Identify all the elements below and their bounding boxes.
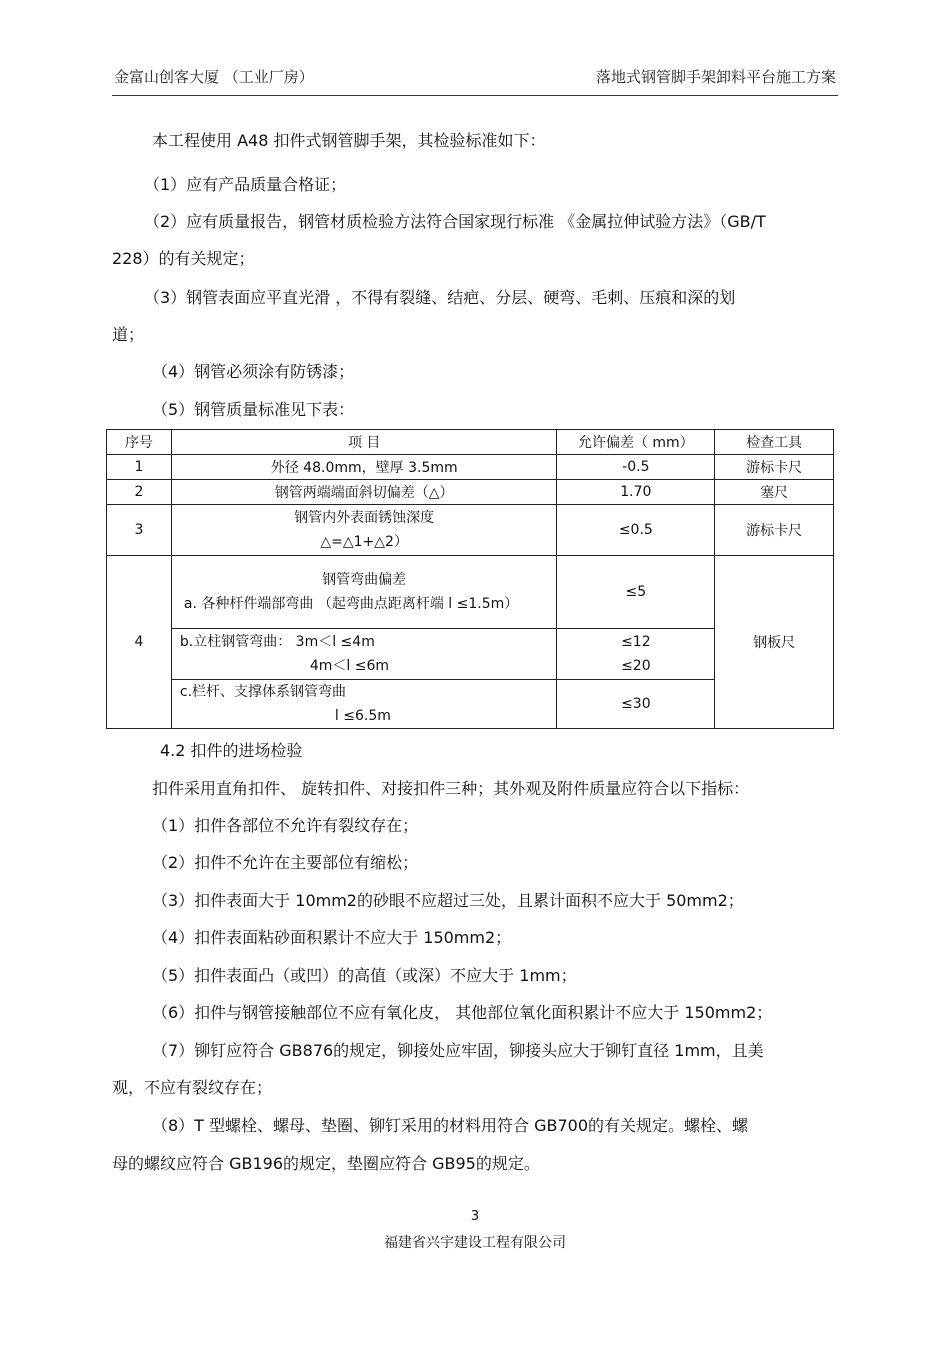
cell-no: 4 <box>107 556 172 729</box>
header-cell-deviation: 允许偏差（ mm） <box>557 430 715 455</box>
section-item-1: （1）扣件各部位不允许有裂纹存在； <box>152 816 419 835</box>
cell-deviation-b1: ≤12 <box>621 634 651 650</box>
table-row <box>107 480 834 505</box>
table-header-row <box>107 430 834 455</box>
cell-item <box>171 629 557 680</box>
intro-item-2-line-2: 228）的有关规定； <box>112 249 255 268</box>
section-item-2: （2）扣件不允许在主要部位有缩松； <box>152 853 419 872</box>
cell-item-title: 钢管弯曲偏差 <box>322 572 407 588</box>
cell-item-line-b1: b.立柱钢管弯曲： 3m＜l ≤4m <box>179 634 375 650</box>
intro-paragraph: 本工程使用 A48 扣件式钢管脚手架，其检验标准如下： <box>152 131 546 150</box>
cell-item <box>171 680 557 729</box>
cell-item-line-c1: c.栏杆、支撑体系钢管弯曲 <box>179 684 347 700</box>
cell-item <box>171 505 557 556</box>
company-name: 福建省兴宇建设工程有限公司 <box>384 1235 566 1251</box>
steel-pipe-quality-table <box>106 429 834 729</box>
intro-item-3-line-2: 道； <box>112 325 145 344</box>
section-item-4: （4）扣件表面粘砂面积累计不应大于 150mm2； <box>152 928 512 947</box>
section-item-6: （6）扣件与钢管接触部位不应有氧化皮， 其他部位氧化面积累计不应大于 150mm2； <box>152 1003 773 1022</box>
header-cell-no: 序号 <box>107 430 172 455</box>
intro-item-4: （4）钢管必须涂有防锈漆； <box>152 362 355 381</box>
cell-deviation: ≤30 <box>557 680 715 729</box>
page-number: 3 <box>470 1209 480 1224</box>
section-item-8-line-2: 母的螺纹应符合 GB196的规定，垫圈应符合 GB95的规定。 <box>112 1154 540 1173</box>
cell-item: 外径 48.0mm，壁厚 3.5mm <box>171 455 557 480</box>
table-row <box>107 556 834 629</box>
cell-item-line-2: △=△1+△2） <box>320 534 408 550</box>
cell-no: 1 <box>107 455 172 480</box>
section-item-5: （5）扣件表面凸（或凹）的高值（或深）不应大于 1mm； <box>152 966 577 985</box>
cell-no: 3 <box>107 505 172 556</box>
cell-item-line-b2: 4m＜l ≤6m <box>309 658 390 674</box>
section-item-7-line-1: （7）铆钉应符合 GB876的规定，铆接处应牢固，铆接头应大于铆钉直径 1mm，且美 <box>152 1041 764 1060</box>
header-left-title: 金富山创客大厦 （工业厂房） <box>114 68 314 86</box>
cell-deviation <box>557 629 715 680</box>
cell-item-line-1: 钢管内外表面锈蚀深度 <box>294 510 435 526</box>
table-row <box>107 505 834 556</box>
cell-item-line-c2: l ≤6.5m <box>334 708 391 724</box>
cell-deviation: ≤0.5 <box>557 505 715 556</box>
section-item-7-line-2: 观，不应有裂纹存在； <box>112 1078 273 1097</box>
intro-item-3-line-1: （3）钢管表面应平直光滑 ，不得有裂缝、结疤、分层、硬弯、毛刺、压痕和深的划 <box>144 288 736 307</box>
header-rule <box>112 95 838 96</box>
section-title: 4.2 扣件的进场检验 <box>160 741 303 760</box>
intro-item-1: （1）应有产品质量合格证； <box>144 175 347 194</box>
section-item-3: （3）扣件表面大于 10mm2的砂眼不应超过三处，且累计面积不应大于 50mm2； <box>152 891 744 910</box>
cell-tool: 塞尺 <box>715 480 834 505</box>
cell-item <box>171 556 557 629</box>
cell-no: 2 <box>107 480 172 505</box>
section-item-8-line-1: （8）T 型螺栓、螺母、垫圈、铆钉采用的材料用符合 GB700的有关规定。螺栓、螺 <box>152 1116 749 1135</box>
cell-deviation: 1.70 <box>557 480 715 505</box>
cell-tool: 游标卡尺 <box>715 505 834 556</box>
intro-item-5: （5）钢管质量标准见下表： <box>152 400 355 419</box>
cell-deviation: ≤5 <box>557 556 715 629</box>
cell-item: 钢管两端端面斜切偏差（△） <box>171 480 557 505</box>
cell-item-line-a: a. 各种杆件端部弯曲 （起弯曲点距离杆端 l ≤1.5m） <box>183 596 519 612</box>
cell-tool: 钢板尺 <box>715 556 834 729</box>
cell-tool: 游标卡尺 <box>715 455 834 480</box>
cell-deviation-b2: ≤20 <box>621 658 651 674</box>
header-cell-tool: 检查工具 <box>715 430 834 455</box>
section-paragraph: 扣件采用直角扣件、 旋转扣件、对接扣件三种；其外观及附件质量应符合以下指标： <box>152 779 750 798</box>
table-row <box>107 455 834 480</box>
cell-deviation: -0.5 <box>557 455 715 480</box>
header-right-title: 落地式钢管脚手架卸料平台施工方案 <box>595 68 836 86</box>
intro-item-2-line-1: （2）应有质量报告，钢管材质检验方法符合国家现行标准 《金属拉伸试验方法》（GB/T <box>144 212 766 231</box>
header-cell-item: 项 目 <box>171 430 557 455</box>
